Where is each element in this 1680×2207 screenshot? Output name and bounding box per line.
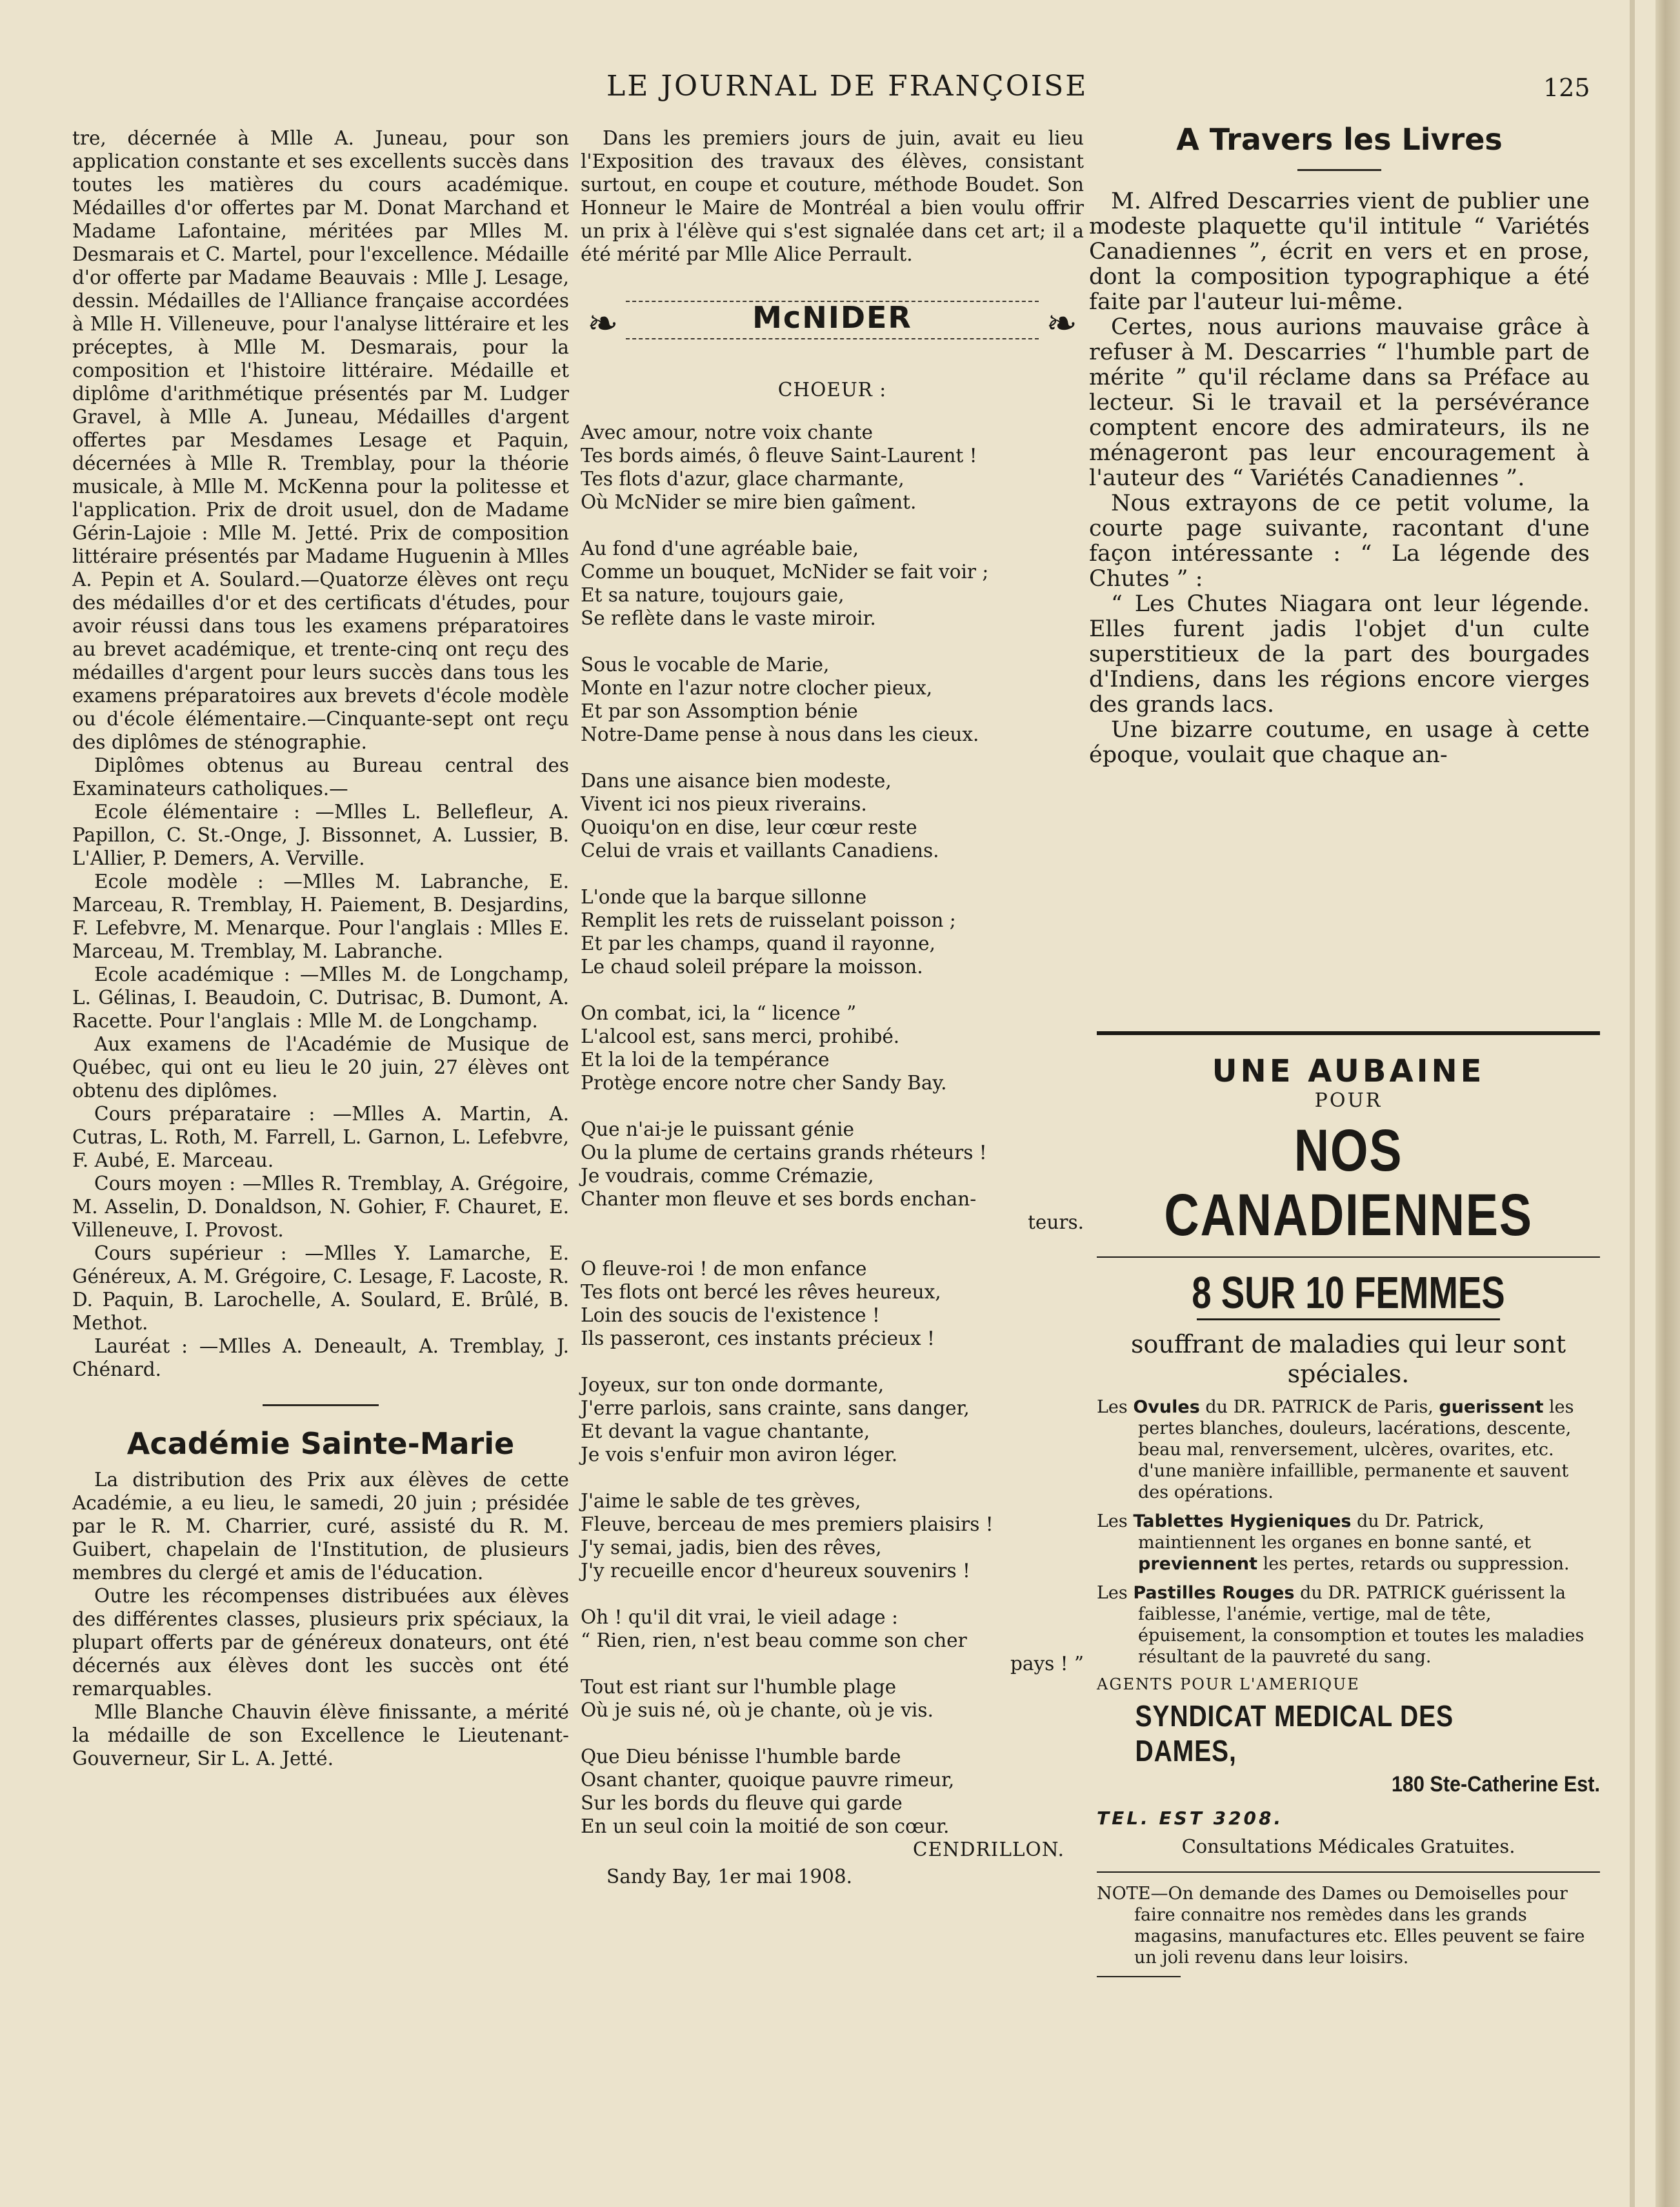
product-name: Ovules (1133, 1397, 1200, 1417)
paragraph: Cours préparataire : —Mlles A. Martin, A. Cutras, L. Roth, M. Farrell, L. Garnon, L. Lefebvre, F. Aubé, E. Marceau. (72, 1103, 569, 1171)
scroll-ornament-icon: ❧ (587, 301, 619, 345)
poem-line: Loin des soucis de l'existence ! (581, 1304, 880, 1326)
ornament-line (626, 338, 1039, 348)
poem-line: Avec amour, notre voix chante (581, 421, 873, 443)
poem-stanza (581, 1373, 1084, 1466)
poem-line: Et par son Assomption bénie (581, 700, 858, 722)
poem-stanza (581, 885, 1084, 978)
poem-line: Vivent ici nos pieux riverains. (581, 793, 867, 815)
poem-line: Et la loi de la tempérance (581, 1049, 830, 1071)
ad-text: Les (1097, 1511, 1134, 1531)
paragraph: La distribution des Prix aux élèves de cette Académie, a eu lieu, le samedi, 20 juin ; présidée par le R. M. Charrier, curé, assisté du R. M. Guibert, chapelain de l'Institution, de plusieurs membres du clergé et amis de l'éducation. (72, 1469, 569, 1584)
poem-line: Tes flots ont bercé les rêves heureux, (581, 1281, 941, 1303)
poem-title: McNIDER (752, 300, 912, 335)
poem-line: Fleuve, berceau de mes premiers plaisirs ! (581, 1513, 994, 1535)
poem-line: Tout est riant sur l'humble plage (581, 1676, 897, 1698)
paragraph: Nous extrayons de ce petit volume, la courte page suivante, racontant d'une façon intéressante : “ La légende des Chutes ” : (1089, 490, 1590, 592)
poem-line: J'aime le sable de tes grèves, (581, 1490, 861, 1512)
ad-text: du DR. PATRICK de Paris, (1199, 1397, 1439, 1417)
poem-line: Que Dieu bénisse l'humble barde (581, 1746, 901, 1768)
poem-line: Ils passeront, ces instants précieux ! (581, 1327, 935, 1349)
paragraph: Certes, nous aurions mauvaise grâce à refuser à M. Descarries “ l'humble part de mérite ” qu'il réclame dans sa Préface au lecteur. Si le travail et la persévérance comptent encore des admirateurs, ils ne ménageront pas leur encouragement à l'auteur des “ Variétés Canadiennes ”. (1089, 314, 1590, 491)
ad-pour: POUR (1314, 1089, 1383, 1112)
section-divider (1297, 169, 1381, 171)
poem-stanza (581, 1606, 1084, 1675)
poem-stanza (581, 421, 1084, 514)
poem-line: J'y recueille encor d'heureux souvenirs ! (581, 1560, 970, 1582)
poem-line: Sous le vocable de Marie, (581, 654, 830, 676)
ad-text: du Dr. Patrick, maintiennent les organes en bonne santé, et (1138, 1511, 1532, 1553)
paragraph: M. Alfred Descarries vient de publier une modeste plaquette qu'il intitule “ Variétés Canadiennes ”, écrit en vers et en prose, dont la composition typographique a été faite par l'auteur lui-même. (1089, 188, 1590, 315)
page-number: 125 (1543, 74, 1590, 102)
ad-address: 180 Ste-Catherine Est. (1391, 1772, 1600, 1797)
ad-rule (1097, 1976, 1181, 1977)
section-heading: A Travers les Livres (1176, 122, 1503, 157)
paragraph: Cours supérieur : —Mlles Y. Lamarche, E. Généreux, A. M. Grégoire, C. Lesage, F. Lacoste, R. D. Paquin, B. Larochelle, A. Soulard, E. Brûlé, B. Methot. (72, 1242, 569, 1334)
ad-syndicate: SYNDICAT MEDICAL DES DAMES, (1135, 1699, 1454, 1768)
ad-emphasis: guerissent (1439, 1397, 1544, 1417)
scroll-ornament-icon: ❧ (1046, 301, 1077, 345)
poem-line: Dans une aisance bien modeste, (581, 770, 892, 792)
paragraph: Cours moyen : —Mlles R. Tremblay, A. Grégoire, M. Asselin, D. Donaldson, N. Gohier, F. Chauret, E. Villeneuve, I. Provost. (72, 1173, 569, 1241)
poem-stanza (581, 537, 1084, 630)
ad-emphasis: previennent (1138, 1554, 1258, 1574)
poem-stanza (581, 1118, 1084, 1234)
ad-product-item (1097, 1396, 1600, 1503)
poem-line: Chanter mon fleuve et ses bords enchan- (581, 1188, 977, 1210)
ad-text: Les (1097, 1583, 1134, 1603)
ad-product-item (1097, 1511, 1600, 1575)
advertisement (1097, 1031, 1600, 1977)
page-edge (1655, 0, 1680, 2207)
paragraph: Mlle Blanche Chauvin élève finissante, a mérité la médaille de son Excellence le Lieutenant-Gouverneur, Sir L. A. Jetté. (72, 1701, 569, 1769)
page-gutter-shadow (1630, 0, 1635, 2207)
ad-subtitle-underline (1197, 1318, 1500, 1320)
poem-line: Protège encore notre cher Sandy Bay. (581, 1072, 947, 1094)
poem-line: Quoiqu'on en dise, leur cœur reste (581, 816, 917, 838)
poem-line: Oh ! qu'il dit vrai, le vieil adage : (581, 1606, 898, 1628)
poem-line: Celui de vrais et vaillants Canadiens. (581, 840, 939, 862)
poem-line-continuation: pays ! ” (1010, 1653, 1084, 1675)
poem-dateline: Sandy Bay, 1er mai 1908. (606, 1866, 853, 1888)
poem-line: Monte en l'azur notre clocher pieux, (581, 677, 933, 699)
poem-line: J'y semai, jadis, bien des rêves, (581, 1537, 882, 1558)
poem-line: Je voudrais, comme Crémazie, (581, 1165, 874, 1187)
ad-consultations: Consultations Médicales Gratuites. (1181, 1835, 1515, 1857)
poem-line: Je vois s'enfuir mon aviron léger. (581, 1444, 898, 1466)
poem-stanza (581, 1257, 1084, 1350)
poem-line: L'onde que la barque sillonne (581, 886, 867, 908)
ad-lead: souffrant de maladies qui leur sont spéciales. (1131, 1330, 1566, 1388)
poem-line: Où McNider se mire bien gaîment. (581, 491, 917, 513)
ad-text: les pertes blanches, douleurs, lacérations, descente, beau mal, renversement, ulcères, ovarites, etc. d'une manière infaillible, permanente et sauvent des opérations. (1138, 1397, 1574, 1502)
poem-line: Comme un bouquet, McNider se fait voir ; (581, 561, 989, 583)
poem-line: Sur les bords du fleuve qui garde (581, 1792, 903, 1814)
poem-line: Se reflète dans le vaste miroir. (581, 607, 876, 629)
poem-line: Et sa nature, toujours gaie, (581, 584, 845, 606)
product-name: Tablettes Hygieniques (1133, 1511, 1352, 1531)
chorus-label: CHOEUR : (777, 379, 887, 401)
poem-stanza (581, 769, 1084, 862)
poem-line: Et par les champs, quand il rayonne, (581, 932, 935, 954)
poem-line: Le chaud soleil prépare la moisson. (581, 956, 923, 978)
poem-line: Et devant la vague chantante, (581, 1420, 870, 1442)
paragraph: Ecole modèle : —Mlles M. Labranche, E. Marceau, R. Tremblay, H. Paiement, B. Desjardins, F. Lefebvre, M. Menarque. Pour l'anglais : Mlles E. Marceau, M. Tremblay, M. Labranche. (72, 871, 569, 962)
paragraph: Ecole académique : —Mlles M. de Longchamp, L. Gélinas, I. Beaudoin, C. Dutrisac, B. Dumont, A. Racette. Pour l'anglais : Mlle M. de Longchamp. (72, 963, 569, 1032)
ad-headline: UNE AUBAINE (1212, 1053, 1485, 1089)
poem-line: Tes bords aimés, ô fleuve Saint-Laurent ! (581, 445, 977, 467)
poem-line: Que n'ai-je le puissant génie (581, 1118, 855, 1140)
paragraph: Dans les premiers jours de juin, avait eu lieu l'Exposition des travaux des élèves, consistant surtout, en coupe et couture, méthode Boudet. Son Honneur le Maire de Montréal a bien voulu offrir un prix à l'élève qui s'est signalée dans cet art; il a été mérité par Mlle Alice Perrault. (581, 127, 1084, 265)
ad-text: les pertes, retards ou suppression. (1257, 1554, 1570, 1574)
paragraph: Aux examens de l'Académie de Musique de Québec, qui ont eu lieu le 20 juin, 27 élèves ont obtenu des diplômes. (72, 1033, 569, 1102)
paragraph: Une bizarre coutume, en usage à cette époque, voulait que chaque an- (1089, 717, 1590, 768)
poem-line: Osant chanter, quoique pauvre rimeur, (581, 1769, 955, 1791)
poem-line: Notre-Dame pense à nous dans les cieux. (581, 723, 979, 745)
poem-stanza (581, 1489, 1084, 1582)
column-middle (581, 126, 1084, 1888)
paragraph: “ Les Chutes Niagara ont leur légende. Elles furent jadis l'objet d'un culte superstitieux de la part des bourgades d'Indiens, dans les régions encore vierges des grands lacs. (1089, 591, 1590, 718)
poem-title-banner (581, 289, 1084, 360)
ad-text: du DR. PATRICK guérissent la faiblesse, l'anémie, vertige, mal de tête, épuisement, la consomption et toutes les maladies résultant de la pauvreté du sang. (1138, 1583, 1585, 1667)
poem-line: L'alcool est, sans merci, prohibé. (581, 1025, 900, 1047)
paragraph: Ecole élémentaire : —Mlles L. Bellefleur, A. Papillon, C. St.-Onge, J. Bissonnet, A. Lussier, B. L'Allier, P. Demers, A. Verville. (72, 801, 569, 869)
poem-line: J'erre parlois, sans crainte, sans danger, (581, 1397, 970, 1419)
ad-agents: AGENTS POUR L'AMERIQUE (1097, 1675, 1360, 1693)
poem-stanza (581, 1675, 1084, 1722)
section-divider (263, 1404, 379, 1406)
ad-note: NOTE—On demande des Dames ou Demoiselles pour faire connaitre nos remèdes dans les grands magasins, manufactures etc. Elles peuvent se faire un joli revenu dans leur loisirs. (1097, 1884, 1585, 1968)
ad-product-item (1097, 1582, 1600, 1668)
ad-rule (1097, 1871, 1600, 1873)
poem-signature: CENDRILLON. (912, 1839, 1065, 1860)
poem-stanza (581, 653, 1084, 746)
ad-rule (1097, 1256, 1600, 1258)
poem-line: Ou la plume de certains grands rhéteurs ! (581, 1142, 987, 1164)
poem-line: Où je suis né, où je chante, où je vis. (581, 1699, 934, 1721)
academie-heading: Académie Sainte-Marie (126, 1426, 515, 1461)
poem-line: Remplit les rets de ruisselant poisson ; (581, 909, 956, 931)
column-left (72, 126, 569, 1770)
poem-line: Au fond d'une agréable baie, (581, 538, 859, 559)
poem-line: “ Rien, rien, n'est beau comme son cher (581, 1629, 967, 1651)
product-name: Pastilles Rouges (1133, 1583, 1295, 1603)
poem-line: On combat, ici, la “ licence ” (581, 1002, 857, 1024)
ad-border-top (1097, 1031, 1600, 1035)
poem-stanza (581, 1002, 1084, 1094)
ad-text: Les (1097, 1397, 1134, 1417)
paragraph: Diplômes obtenus au Bureau central des Examinateurs catholiques.— (72, 754, 569, 800)
poem-line: Tes flots d'azur, glace charmante, (581, 468, 905, 490)
ad-big-title: NOS CANADIENNES (1164, 1118, 1533, 1248)
poem-line: En un seul coin la moitié de son cœur. (581, 1815, 950, 1837)
poem-stanza (581, 1745, 1084, 1838)
poem-line-continuation: teurs. (1028, 1211, 1084, 1233)
column-right (1089, 124, 1590, 768)
poem-line: O fleuve-roi ! de mon enfance (581, 1258, 867, 1280)
paragraph: tre, décernée à Mlle A. Juneau, pour son application constante et ses excellents succès dans toutes les matières du cours académique. Médailles d'or offertes par M. Donat Marchand et Madame Lafontaine, méritées par Mlles M. Desmarais et C. Martel, pour l'excellence. Médaille d'or offerte par Madame Beauvais : Mlle J. Lesage, dessin. Médailles de l'Alliance française accordées à Mlle H. Villeneuve, pour l'analyse littéraire et les préceptes, à Mlle M. Desmarais, pour la composition et l'histoire littéraire. Médaille et diplôme d'arithmétique présentés par M. Ludger Gravel, à Mlle A. Juneau, Médailles d'argent offertes par Mesdames Lesage et Paquin, décernées à Mlle R. Tremblay, pour la théorie musicale, à Mlle M. McKenna pour la politesse et l'application. Prix de droit usuel, don de Madame Gérin-Lajoie : Mlle M. Jetté. Prix de composition littéraire présentés par Madame Huguenin à Mlles A. Pepin et A. Soulard.—Quatorze élèves ont reçu des médailles d'or et des certificats d'études, pour avoir réussi dans tous les examens préparatoires au brevet académique, et trente-cinq ont reçu des médailles d'argent pour leurs succès dans tous les examens préparatoires aux brevets d'école modèle ou d'école élémentaire.—Cinquante-sept ont reçu des diplômes de sténographie. (72, 127, 569, 753)
poem-line: Joyeux, sur ton onde dormante, (581, 1374, 885, 1396)
paragraph: Outre les récompenses distribuées aux élèves des différentes classes, plusieurs prix spéciaux, la plupart offerts par de généreux donateurs, ont été décernés aux élèves dont les succès ont été remarquables. (72, 1585, 569, 1700)
paragraph: Lauréat : —Mlles A. Deneault, A. Tremblay, J. Chénard. (72, 1335, 569, 1380)
ad-telephone: TEL. EST 3208. (1097, 1808, 1284, 1829)
journal-title: LE JOURNAL DE FRANÇOISE (606, 70, 1088, 103)
ad-subtitle: 8 SUR 10 FEMMES (1192, 1267, 1505, 1318)
